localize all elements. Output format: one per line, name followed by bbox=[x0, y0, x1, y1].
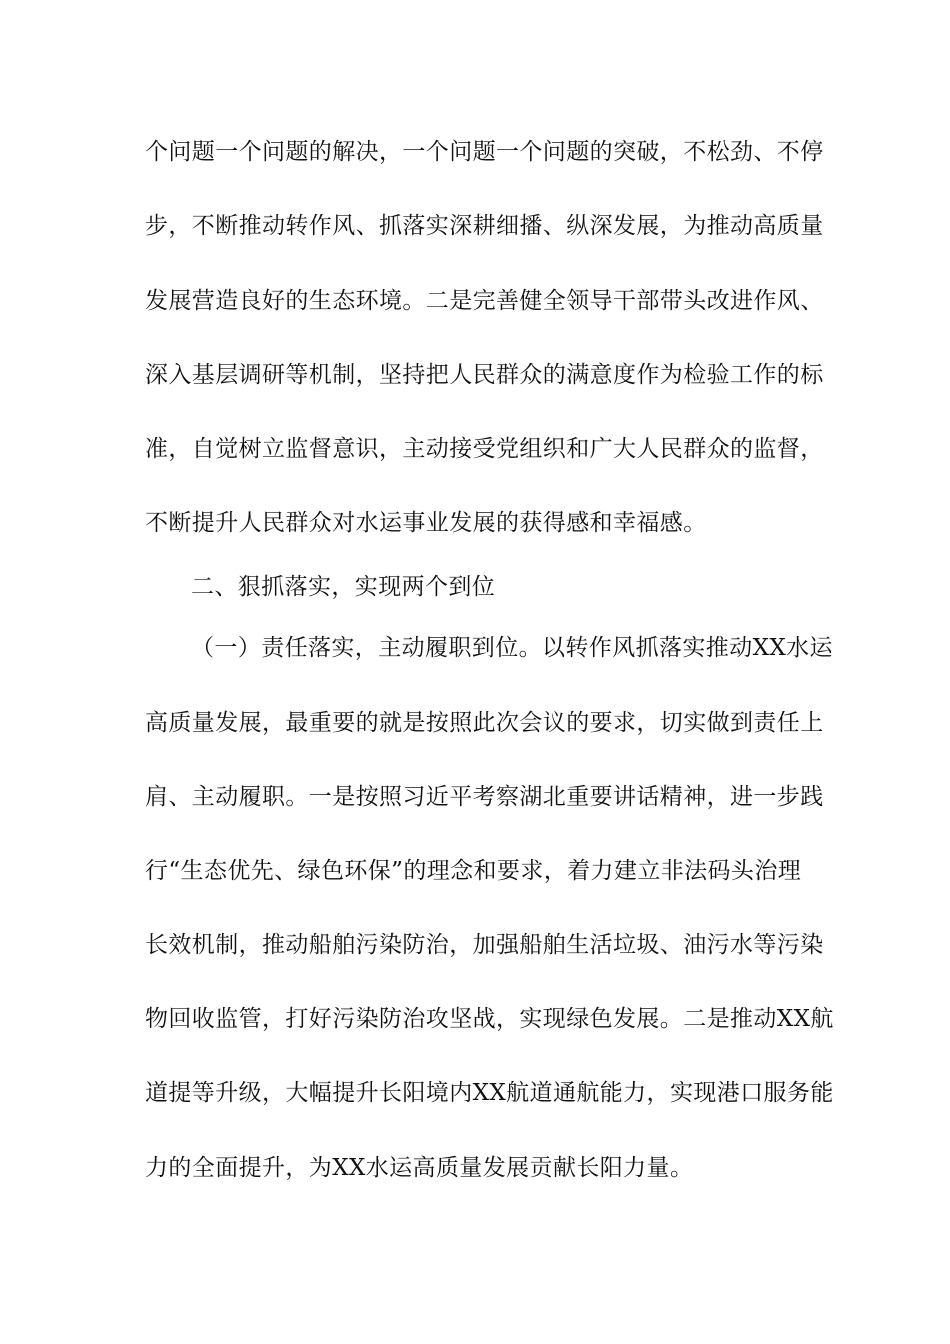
text-line: 物回收监管，打好污染防治攻坚战，实现绿色发展。二是推动XX航 bbox=[145, 1006, 834, 1032]
text-line: 不断提升人民群众对水运事业发展的获得感和幸福感。 bbox=[145, 510, 707, 536]
text-line: 长效机制，推动船舶污染防治，加强船舶生活垃圾、油污水等污染 bbox=[145, 932, 824, 958]
text-line: 道提等升级，大幅提升长阳境内XX航道通航能力，实现港口服务能 bbox=[145, 1080, 834, 1106]
section-heading: 二、狠抓落实，实现两个到位 bbox=[191, 574, 496, 600]
text-line: 行“生态优先、绿色环保”的理念和要求，着力建立非法码头治理 bbox=[145, 858, 802, 884]
text-line: 深入基层调研等机制，坚持把人民群众的满意度作为检验工作的标 bbox=[145, 362, 824, 388]
text-line: 准，自觉树立监督意识，主动接受党组织和广大人民群众的监督， bbox=[145, 436, 824, 462]
text-line: 力的全面提升，为XX水运高质量发展贡献长阳力量。 bbox=[145, 1155, 694, 1181]
text-line: 肩、主动履职。一是按照习近平考察湖北重要讲话精神，进一步践 bbox=[145, 784, 824, 810]
text-line: 高质量发展，最重要的就是按照此次会议的要求，切实做到责任上 bbox=[145, 710, 824, 736]
text-line: 个问题一个问题的解决，一个问题一个问题的突破，不松劲、不停 bbox=[145, 139, 824, 165]
subsection-heading-line: （一）责任落实，主动履职到位。以转作风抓落实推动XX水运 bbox=[191, 635, 833, 661]
text-line: 发展营造良好的生态环境。二是完善健全领导干部带头改进作风、 bbox=[145, 288, 824, 314]
text-line: 步，不断推动转作风、抓落实深耕细播、纵深发展，为推动高质量 bbox=[145, 213, 824, 239]
